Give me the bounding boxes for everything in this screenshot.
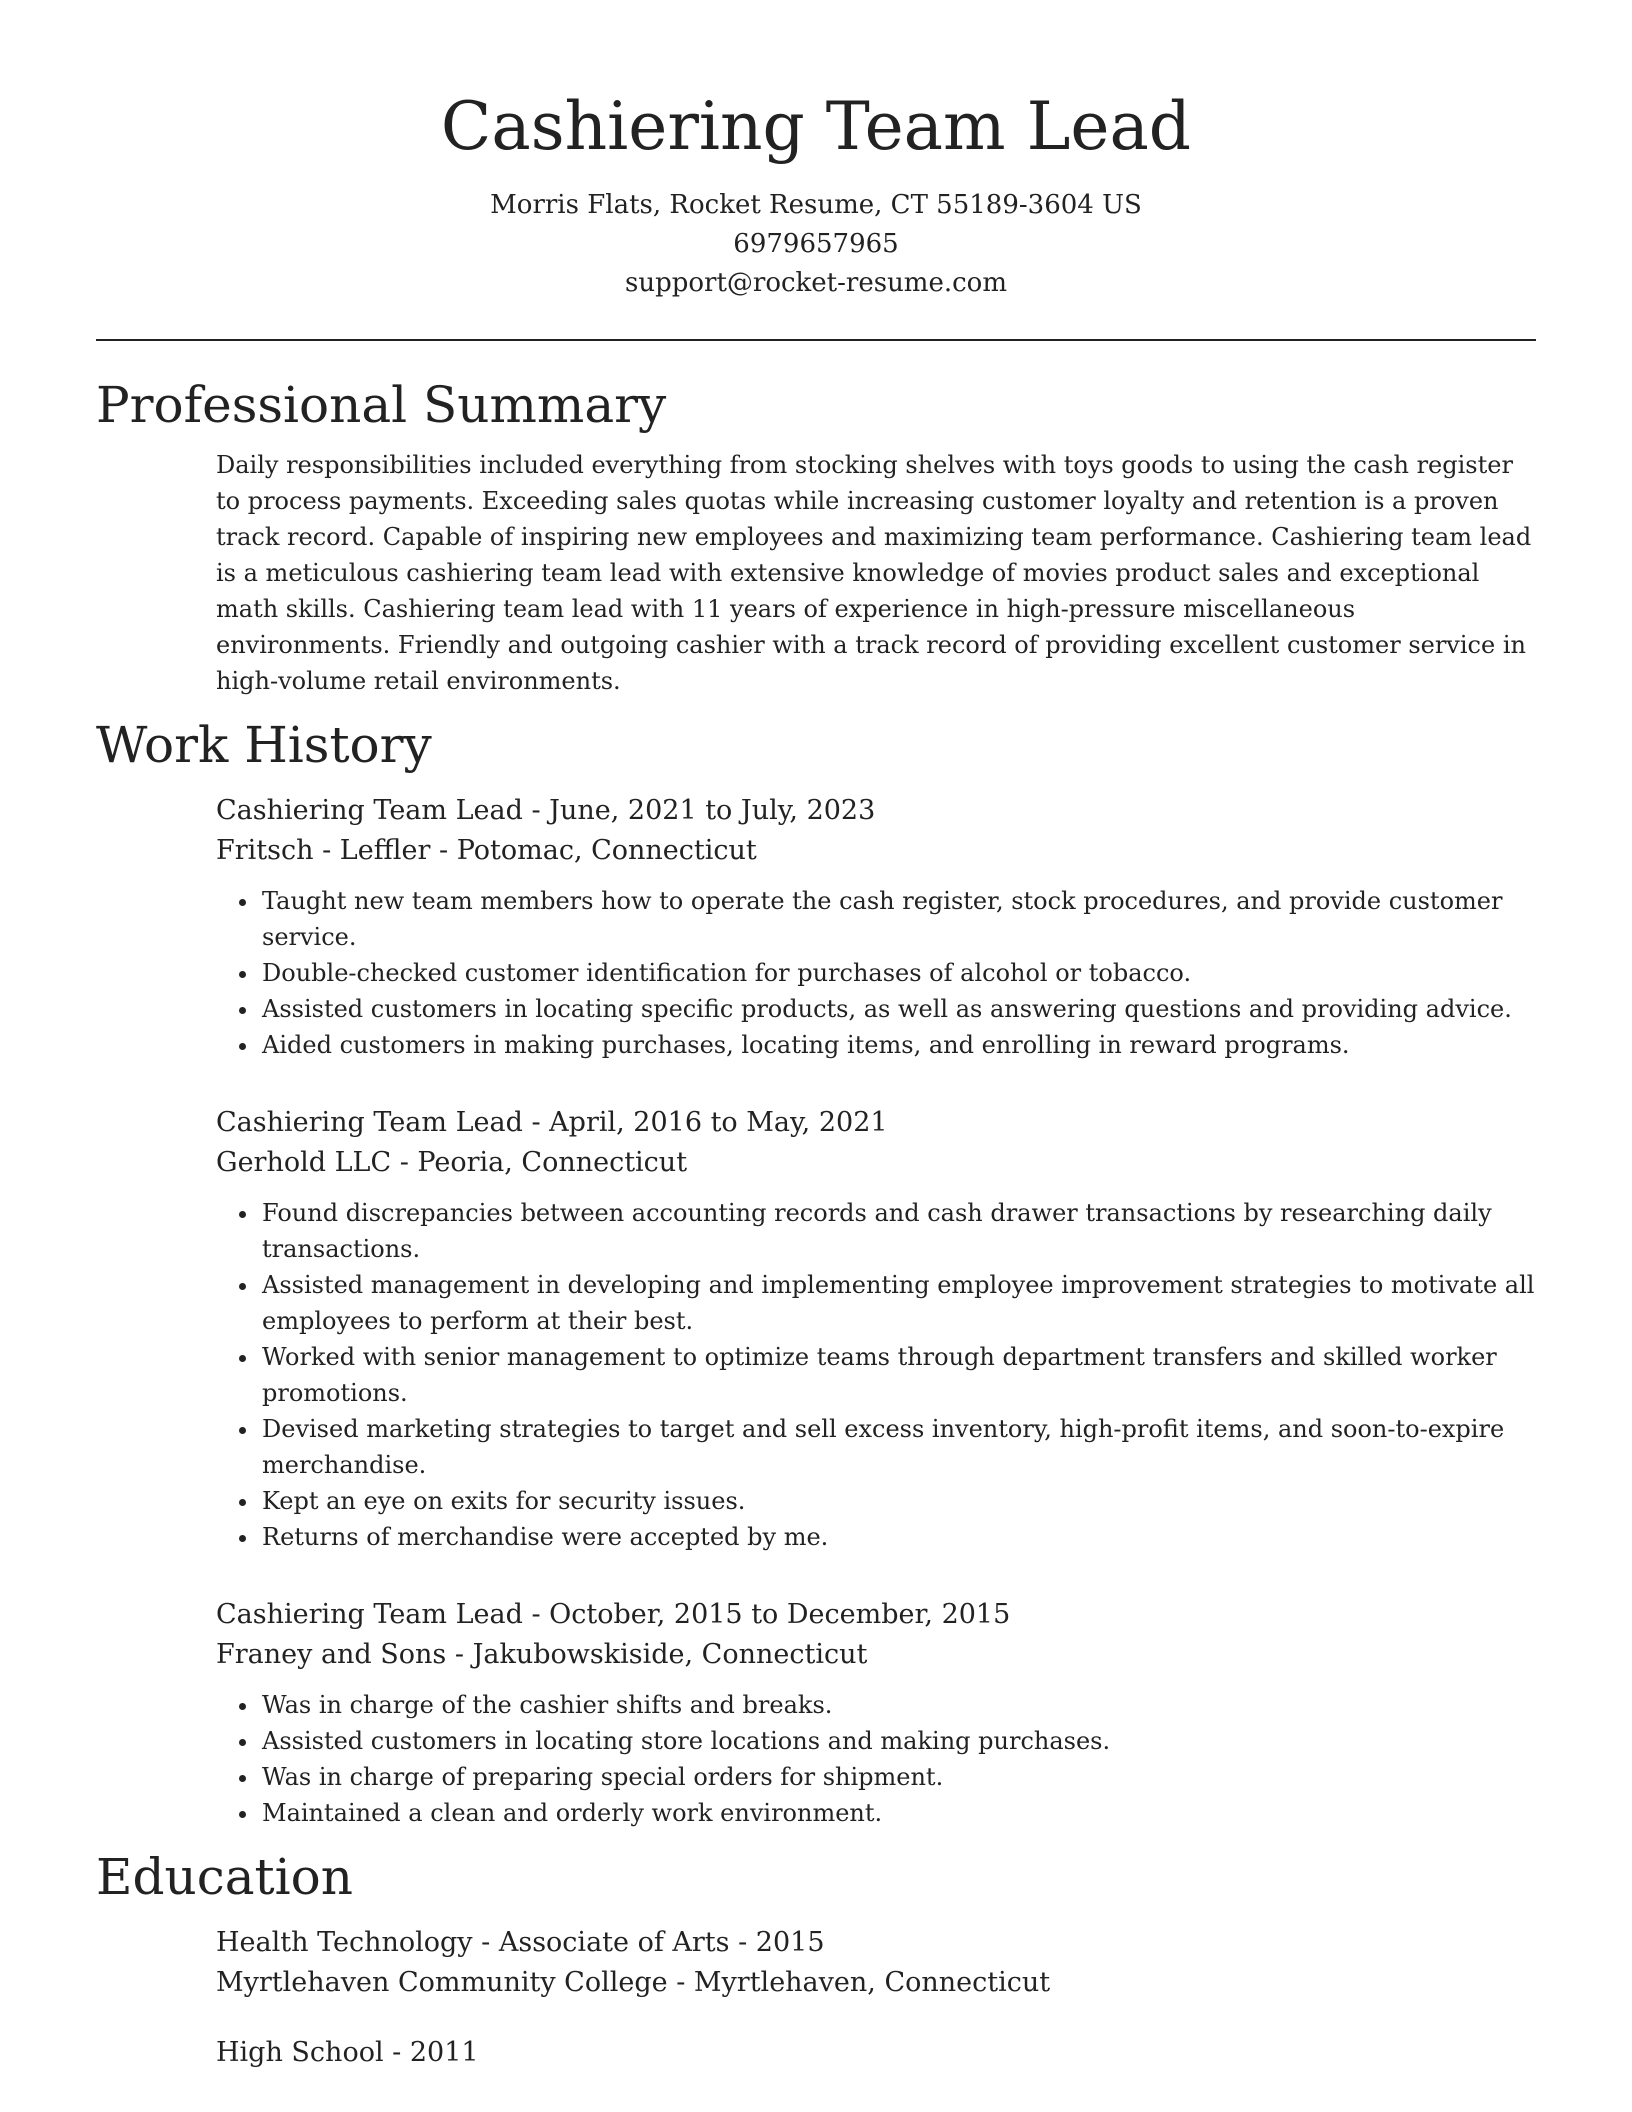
section-title-summary: Professional Summary (96, 376, 667, 434)
job-dates: - June, 2021 to July, 2023 (522, 795, 876, 826)
list-item: • Double-checked customer identification for purchases of alcohol or tobacco. (260, 955, 1536, 991)
job-title-line (216, 1103, 1536, 1143)
candidate-name: Cashiering Team Lead (440, 88, 1192, 165)
job-location: - Potomac, Connecticut (430, 835, 757, 866)
job-bullets (216, 883, 1536, 1063)
contact-email: support@rocket-resume.com (624, 268, 1007, 298)
education-degree-line (216, 1923, 1536, 1963)
list-item: • Assisted customers in locating specific products, as well as answering questions and providing advice. (260, 991, 1536, 1027)
header-divider (96, 339, 1536, 341)
job-dates: - October, 2015 to December, 2015 (522, 1599, 1011, 1630)
section-title-work: Work History (96, 716, 432, 774)
education-location: - Myrtlehaven, Connecticut (667, 1967, 1051, 1998)
job-title-line (216, 1595, 1536, 1635)
contact-phone: 6979657965 (733, 229, 899, 259)
list-item: • Assisted customers in locating store locations and making purchases. (260, 1723, 1536, 1759)
job-role: Cashiering Team Lead (216, 1107, 523, 1138)
list-item: • Found discrepancies between accounting records and cash drawer transactions by researching daily transactions. (260, 1195, 1536, 1267)
list-item: • Taught new team members how to operate the cash register, stock procedures, and provide customer service. (260, 883, 1536, 955)
job-company-line (216, 831, 1536, 871)
contact-block (96, 186, 1536, 303)
job-role: Cashiering Team Lead (216, 1599, 523, 1630)
job-entry (216, 1595, 1536, 1831)
summary-text: Daily responsibilities included everything from stocking shelves with toys goods to using the cash register to process payments. Exceeding sales quotas while increasing customer loyalty and retention is a proven track record. Capable of inspiring new employees and maximizing team performance. Cashiering team lead is a meticulous cashiering team lead with extensive knowledge of movies product sales and exceptional math skills. Cashiering team lead with 11 years of experience in high-pressure miscellaneous environments. Friendly and outgoing cashier with a track record of providing excellent customer service in high-volume retail environments. (216, 451, 1532, 695)
list-item: • Devised marketing strategies to target and sell excess inventory, high-profit items, and soon-to-expire merchandise. (260, 1411, 1536, 1483)
education-degree: High School (216, 2037, 384, 2068)
list-item: • Kept an eye on exits for security issues. (260, 1483, 1536, 1519)
job-location: - Peoria, Connecticut (391, 1147, 688, 1178)
job-company: Fritsch - Leffler (216, 835, 431, 866)
education-entry (216, 2033, 1536, 2073)
education-school: Myrtlehaven Community College (216, 1967, 668, 1998)
job-company-line (216, 1635, 1536, 1675)
job-company: Gerhold LLC (216, 1147, 392, 1178)
education-year: - 2015 (729, 1927, 825, 1958)
list-item: • Maintained a clean and orderly work environment. (260, 1795, 1536, 1831)
work-history-section (96, 713, 1536, 1831)
professional-summary-section (96, 373, 1536, 699)
job-bullets (216, 1687, 1536, 1831)
job-bullets (216, 1195, 1536, 1555)
list-item: • Aided customers in making purchases, locating items, and enrolling in reward programs. (260, 1027, 1536, 1063)
education-year: - 2011 (383, 2037, 479, 2068)
resume-header (96, 0, 1536, 303)
job-entry (216, 791, 1536, 1063)
list-item: • Returns of merchandise were accepted by me. (260, 1519, 1536, 1555)
list-item: • Was in charge of the cashier shifts and breaks. (260, 1687, 1536, 1723)
education-entry (216, 1923, 1536, 2003)
job-company-line (216, 1143, 1536, 1183)
job-role: Cashiering Team Lead (216, 795, 523, 826)
job-company: Franey and Sons (216, 1639, 447, 1670)
education-school-line (216, 1963, 1536, 2003)
education-degree-line (216, 2033, 1536, 2073)
contact-address: Morris Flats, Rocket Resume, CT 55189-3604 US (490, 190, 1142, 220)
list-item: • Was in charge of preparing special orders for shipment. (260, 1759, 1536, 1795)
job-dates: - April, 2016 to May, 2021 (522, 1107, 888, 1138)
education-degree: Health Technology - Associate of Arts (216, 1927, 730, 1958)
education-section (96, 1845, 1536, 2073)
job-entry (216, 1103, 1536, 1555)
list-item: • Assisted management in developing and implementing employee improvement strategies to motivate all employees to perform at their best. (260, 1267, 1536, 1339)
section-title-education: Education (96, 1848, 353, 1906)
job-location: - Jakubowskiside, Connecticut (446, 1639, 868, 1670)
job-title-line (216, 791, 1536, 831)
list-item: • Worked with senior management to optimize teams through department transfers and skilled worker promotions. (260, 1339, 1536, 1411)
